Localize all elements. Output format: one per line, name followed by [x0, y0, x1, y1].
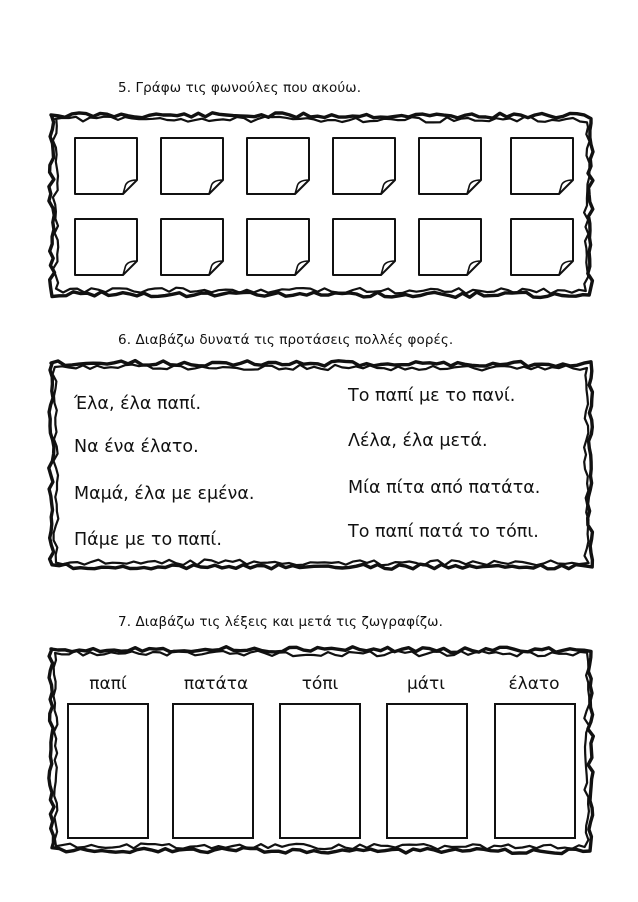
sentence-left-1: Έλα, έλα παπί.	[74, 394, 202, 414]
word-5: έλατο	[508, 674, 560, 694]
answer-box-9[interactable]	[246, 218, 310, 276]
drawing-box-1[interactable]	[67, 703, 149, 839]
answer-box-2[interactable]	[160, 137, 224, 195]
drawing-box-2[interactable]	[172, 703, 254, 839]
answer-box-8[interactable]	[160, 218, 224, 276]
sentence-right-1: Το παπί με το πανί.	[348, 386, 516, 406]
word-4: μάτι	[406, 674, 445, 694]
drawing-box-4[interactable]	[386, 703, 468, 839]
answer-box-5[interactable]	[418, 137, 482, 195]
word-1: παπί	[89, 674, 127, 694]
section7-heading: 7. Διαβάζω τις λέξεις και μετά τις ζωγραφίζω.	[118, 614, 443, 630]
answer-box-3[interactable]	[246, 137, 310, 195]
answer-box-1[interactable]	[74, 137, 138, 195]
sentence-left-2: Να ένα έλατο.	[74, 437, 199, 457]
word-2: πατάτα	[183, 674, 249, 694]
answer-box-6[interactable]	[510, 137, 574, 195]
drawing-box-5[interactable]	[494, 703, 576, 839]
sentence-left-4: Πάμε με το παπί.	[74, 530, 222, 550]
answer-box-4[interactable]	[332, 137, 396, 195]
sentence-right-4: Το παπί πατά το τόπι.	[348, 522, 539, 542]
sentence-right-3: Μία πίτα από πατάτα.	[348, 478, 541, 498]
answer-box-12[interactable]	[510, 218, 574, 276]
word-3: τόπι	[301, 674, 339, 694]
answer-box-7[interactable]	[74, 218, 138, 276]
section5-heading: 5. Γράφω τις φωνούλες που ακούω.	[118, 80, 362, 96]
sentence-left-3: Μαμά, έλα με εμένα.	[74, 484, 255, 504]
answer-box-11[interactable]	[418, 218, 482, 276]
sentence-right-2: Λέλα, έλα μετά.	[348, 431, 488, 451]
answer-box-10[interactable]	[332, 218, 396, 276]
section6-heading: 6. Διαβάζω δυνατά τις προτάσεις πολλές φορές.	[118, 332, 454, 348]
drawing-box-3[interactable]	[279, 703, 361, 839]
